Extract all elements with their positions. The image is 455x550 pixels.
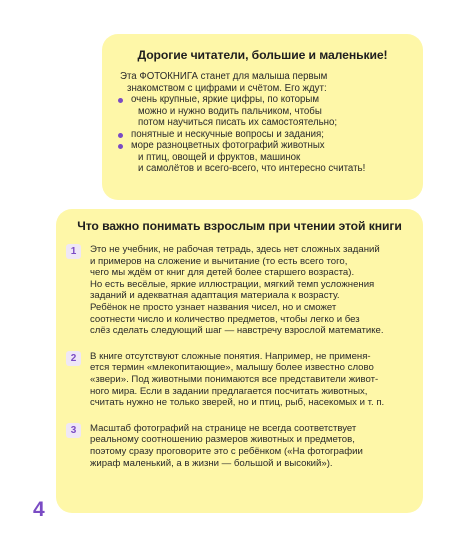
numbered-item [66, 244, 413, 337]
intro-line: знакомством с цифрами и счётом. Его ждут: [127, 82, 327, 94]
bullet-item [116, 129, 409, 141]
item-line: заданий и адекватная адаптация материала к возрасту. [90, 290, 340, 302]
item-number-badge: 3 [66, 423, 81, 438]
bullet-line: можно и нужно водить пальчиком, чтобы [138, 105, 322, 117]
intro-text [116, 71, 409, 94]
item-line: считать нужно не только зверей, но и птиц, рыб, насекомых и т. п. [90, 397, 385, 409]
item-line: и примеров на сложение и вычитание (то есть всего того, [90, 255, 348, 267]
bullet-dot-icon [118, 98, 123, 103]
item-line: поэтому сразу проговорите это с ребёнком («На фотографии [90, 445, 363, 457]
intro-card [102, 34, 423, 200]
intro-bullet-list [116, 94, 409, 175]
bullet-line: море разноцветных фотографий животных [131, 140, 325, 151]
page-number: 4 [33, 498, 45, 521]
item-number-badge: 2 [66, 351, 81, 366]
bullet-line: и птиц, овощей и фруктов, машинок [138, 151, 301, 163]
adults-card [56, 209, 423, 513]
item-line: Это не учебник, не рабочая тетрадь, здесь нет сложных заданий [90, 244, 380, 255]
bullet-item [116, 140, 409, 175]
numbered-item [66, 423, 413, 469]
bullet-line: понятные и нескучные вопросы и задания; [131, 128, 324, 140]
item-line: чего мы ждём от книг для детей более старшего возраста). [90, 267, 355, 279]
item-line: Ребёнок не просто узнает названия чисел, но и сможет [90, 301, 337, 313]
bullet-line: и самолётов и всего-всего, что интересно считать! [138, 163, 366, 174]
adults-title: Что важно понимать взрослым при чтении этой книги [77, 219, 402, 233]
item-line: ного мира. Если в задании предлагается посчитать животных, [90, 385, 368, 397]
numbered-item [66, 351, 413, 409]
bullet-line: очень крупные, яркие цифры, по которым [131, 94, 319, 105]
item-line: ется термин «млекопитающие», малышу более известно слово [90, 362, 374, 374]
item-line: слёз сделать следующий шаг — навстречу взрослой математике. [90, 325, 384, 337]
bullet-dot-icon [118, 144, 123, 149]
item-line: Масштаб фотографий на странице не всегда соответствует [90, 422, 357, 434]
item-line: В книге отсутствуют сложные понятия. Например, не применя- [90, 350, 371, 362]
item-line: жираф маленький, а в жизни — большой и высокий»). [90, 457, 333, 469]
item-line: «звери». Под животными понимаются все представители живот- [90, 373, 379, 385]
item-line: соотнести число и количество предметов, чтобы легко и без [90, 313, 360, 325]
intro-title: Дорогие читатели, большие и маленькие! [137, 48, 388, 62]
bullet-item [116, 94, 409, 129]
item-line: Но есть весёлые, яркие иллюстрации, мягкий темп усложнения [90, 278, 375, 290]
item-line: реальному соотношению размеров животных и предметов, [90, 434, 355, 446]
bullet-dot-icon [118, 133, 123, 138]
bullet-line: потом научиться писать их самостоятельно; [138, 117, 338, 128]
item-number-badge: 1 [66, 244, 81, 259]
intro-line: Эта ФОТОКНИГА станет для малыша первым [120, 71, 328, 82]
